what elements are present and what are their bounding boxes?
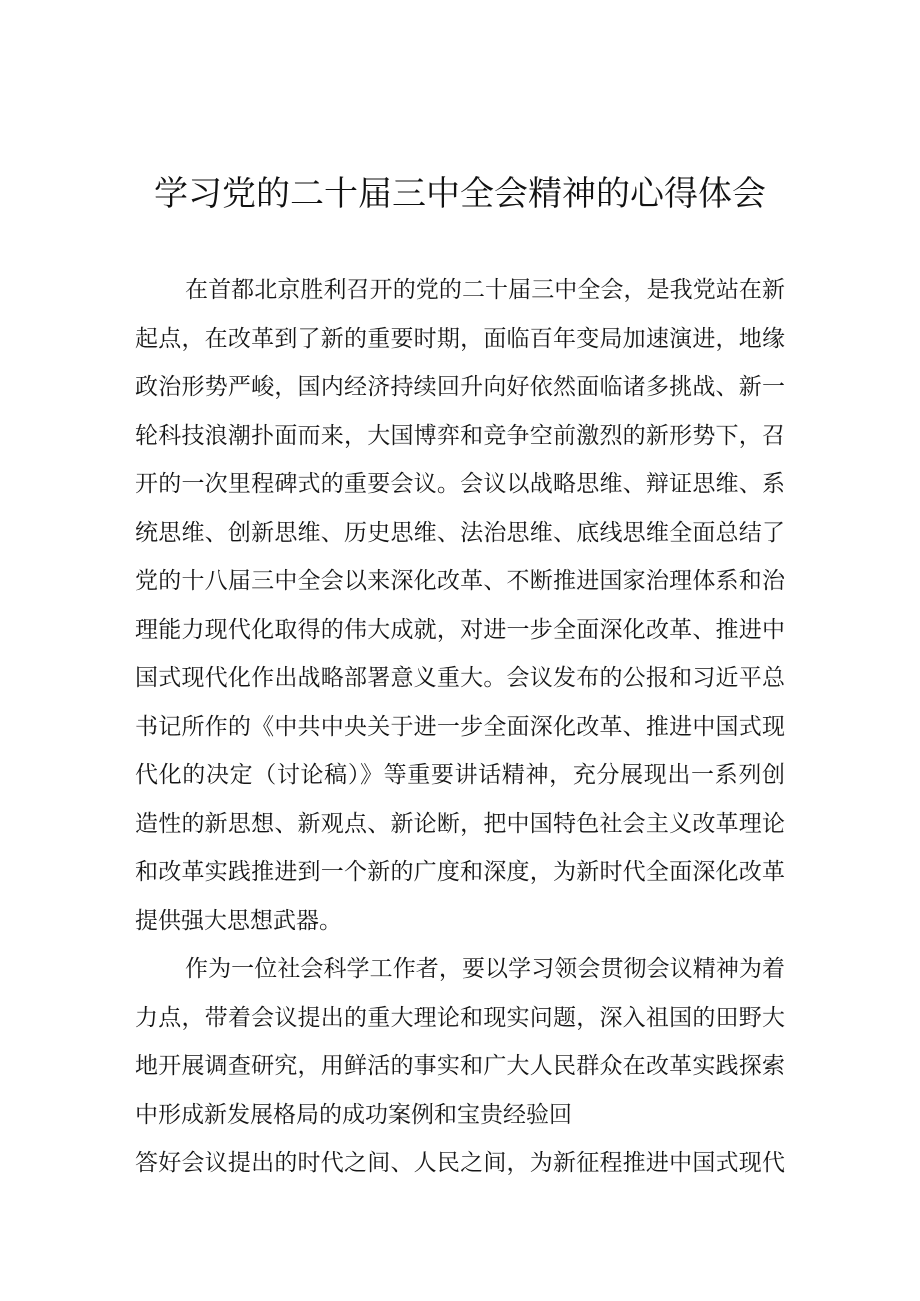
- paragraph-line: 在首都北京胜利召开的党的二十届三中全会，是我党站在新: [185, 277, 785, 303]
- paragraph-line: 统思维、创新思维、历史思维、法治思维、底线思维全面总结了: [135, 519, 785, 546]
- paragraph-line: 和改革实践推进到一个新的广度和深度，为新时代全面深化改革: [135, 859, 785, 885]
- paragraph-line: 党的十八届三中全会以来深化改革、不断推进国家治理体系和治: [135, 568, 785, 594]
- paragraph-line: 力点，带着会议提出的重大理论和现实问题，深入祖国的田野大: [135, 1004, 785, 1031]
- document-body: [135, 266, 785, 1188]
- paragraph-line: 轮科技浪潮扑面而来，大国博弈和竞争空前激烈的新形势下，召: [135, 422, 785, 449]
- paragraph-line: 答好会议提出的时代之间、人民之间，为新征程推进中国式现代: [135, 1150, 785, 1176]
- paragraph-line: 作为一位社会科学工作者，要以学习领会贯彻会议精神为着: [185, 956, 785, 982]
- paragraph-3: [135, 1139, 785, 1188]
- paragraph-line: 政治形势严峻，国内经济持续回升向好依然面临诸多挑战、新一: [135, 374, 785, 400]
- paragraph-line: 提供强大思想武器。: [135, 907, 342, 934]
- paragraph-line: 理能力现代化取得的伟大成就，对进一步全面深化改革、推进中: [135, 616, 785, 643]
- paragraph-1: [135, 266, 785, 945]
- paragraph-line: 国式现代化作出战略部署意义重大。会议发布的公报和习近平总: [135, 665, 785, 691]
- paragraph-line: 起点，在改革到了新的重要时期，面临百年变局加速演进，地缘: [135, 325, 785, 352]
- document-title: 学习党的二十届三中全会精神的心得体会: [154, 174, 766, 214]
- paragraph-line: 地开展调查研究，用鲜活的事实和广大人民群众在改革实践探索: [135, 1053, 785, 1079]
- paragraph-line: 代化的决定（讨论稿）》等重要讲话精神，充分展现出一系列创: [135, 762, 785, 788]
- paragraph-line: 造性的新思想、新观点、新论断，把中国特色社会主义改革理论: [135, 810, 785, 837]
- paragraph-line: 中形成新发展格局的成功案例和宝贵经验回: [135, 1101, 572, 1128]
- paragraph-line: 开的一次里程碑式的重要会议。会议以战略思维、辩证思维、系: [135, 471, 785, 497]
- paragraph-line: 书记所作的《中共中央关于进一步全面深化改革、推进中国式现: [135, 713, 785, 740]
- paragraph-2: [135, 945, 785, 1139]
